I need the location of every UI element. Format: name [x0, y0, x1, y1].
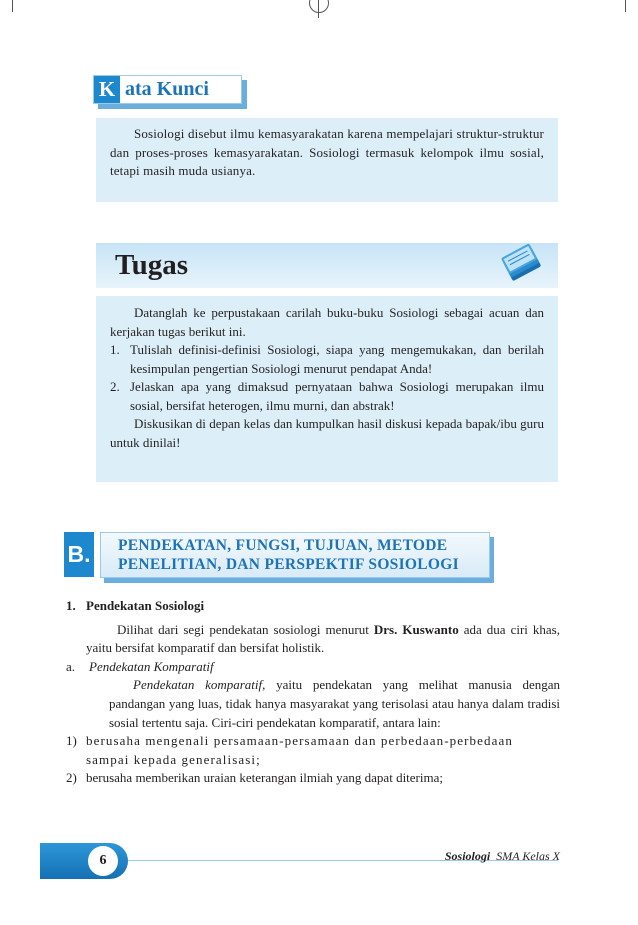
body-content — [66, 597, 560, 788]
task-box-title: Tugas — [115, 249, 189, 281]
footer-book-title — [410, 849, 560, 864]
page-number: 6 — [88, 846, 118, 876]
task-item — [110, 378, 544, 415]
subsection-heading — [66, 597, 560, 616]
list-item-number: 2) — [66, 770, 77, 786]
task-item-text: Tulislah definisi-definisi Sosiologi, siapa yang mengemukakan, dan berilah kesimpulan pengertian Sosiologi menurut pendapat Anda! — [130, 342, 544, 376]
list-item-number: 1) — [66, 733, 77, 749]
task-item-text: Jelaskan apa yang dimaksud pernyataan bahwa Sosiologi merupakan ilmu sosial, bersifat heterogen, ilmu murni, dan abstrak! — [130, 379, 544, 413]
stacked-papers-icon — [498, 243, 546, 285]
book-grade: SMA Kelas X — [496, 849, 560, 863]
task-box-content — [110, 304, 544, 452]
section-title — [100, 532, 490, 578]
section-title-line-2: PENELITIAN, DAN PERSPEKTIF SOSIOLOGI — [118, 556, 459, 573]
task-closing: Diskusikan di depan kelas dan kumpulkan hasil diskusi kepada bapak/ibu guru untuk dinilai! — [110, 416, 544, 450]
keyword-box-text: Sosiologi disebut ilmu kemasyarakatan karena mempelajari struktur-struktur dan proses-proses kemasyarakatan. Sosiologi termasuk kelompok ilmu sosial, tetapi masih muda usianya. — [110, 126, 544, 178]
term-italic: Pendekatan komparatif — [133, 677, 263, 693]
list-item-text: berusaha memberikan uraian keterangan ilmiah yang dapat diterima; — [86, 770, 443, 786]
subpoint-letter: a. — [66, 658, 76, 674]
section-letter: B. — [64, 532, 94, 577]
list-item-text: berusaha mengenali persamaan-persamaan dan perbedaan-perbedaan sampai kepada generalisasi; — [86, 733, 513, 767]
book-subject: Sosiologi — [444, 849, 491, 863]
task-intro: Datanglah ke perpustakaan carilah buku-buku Sosiologi sebagai acuan dan kerjakan tugas berikut ini. — [110, 305, 544, 339]
subsection-number: 1. — [66, 598, 76, 613]
keyword-box-title — [93, 75, 242, 104]
crop-mark-top-right — [625, 0, 626, 12]
subpoint-title: Pendekatan Komparatif — [89, 658, 214, 674]
registration-mark-circle — [309, 0, 329, 13]
subsection-paragraph — [86, 621, 560, 658]
subpoint-paragraph — [109, 676, 560, 732]
list-item — [66, 732, 560, 769]
section-title-line-1: PENDEKATAN, FUNGSI, TUJUAN, METODE — [118, 537, 448, 554]
paragraph-text: Dilihat dari segi pendekatan sosiologi menurut — [117, 621, 374, 637]
keyword-title-letter: K — [94, 76, 120, 103]
task-item — [110, 341, 544, 378]
task-item-number: 2. — [110, 379, 120, 394]
keyword-title-text: ata Kunci — [125, 78, 209, 100]
task-item-number: 1. — [110, 342, 120, 357]
crop-mark-top-left — [12, 0, 13, 12]
paragraph-text: ada dua ciri khas, yaitu bersifat komparatif dan bersifat holistik. — [86, 621, 560, 656]
subsection-title: Pendekatan Sosiologi — [86, 598, 205, 613]
author-name: Drs. Kuswanto — [373, 621, 459, 637]
subpoint-heading — [66, 658, 560, 677]
paragraph-text: , yaitu pendekatan yang melihat manusia dengan pandangan yang luas, tidak hanya masyarakat yang terisolasi atau hanya dalam tradisi sosial tertentu saja. Ciri-ciri pendekatan komparatif, antara lain: — [109, 677, 560, 730]
list-item — [66, 769, 560, 788]
